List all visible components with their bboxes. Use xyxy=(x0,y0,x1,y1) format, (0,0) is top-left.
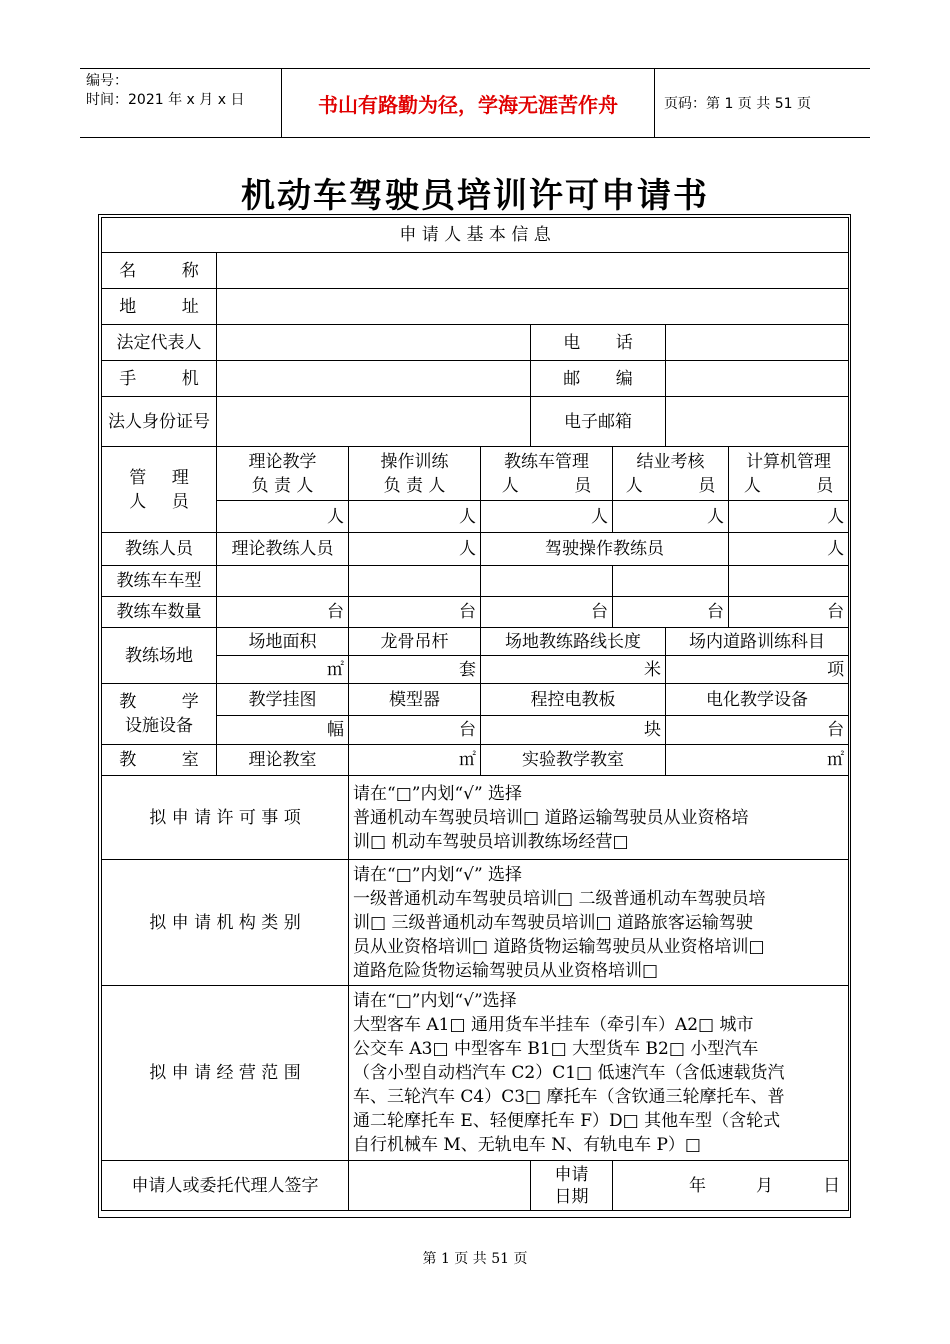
theory-room-label: 理论教室 xyxy=(217,745,349,776)
vehicle-type-2[interactable] xyxy=(349,566,481,597)
site-boom-value[interactable]: 套 xyxy=(349,656,481,684)
vehicle-count-2[interactable]: 台 xyxy=(349,597,481,628)
permit-label: 拟 申 请 许 可 事 项 xyxy=(102,776,349,860)
application-form xyxy=(101,217,849,1211)
training-site-label: 教练场地 xyxy=(102,628,217,684)
site-subjects-label: 场内道路训练科目 xyxy=(666,628,849,656)
facility-label: 教 学 设施设备 xyxy=(102,684,217,745)
facility-board-label: 程控电教板 xyxy=(481,684,666,716)
signature-field[interactable] xyxy=(349,1161,531,1211)
apply-date-field[interactable] xyxy=(613,1161,849,1211)
address-label: 地 址 xyxy=(102,289,217,325)
org-type-label: 拟 申 请 机 构 类 别 xyxy=(102,860,349,986)
date-year-label: 年 xyxy=(689,1175,706,1196)
header-motto: 书山有路勤为径，学海无涯苦作舟 xyxy=(282,69,655,137)
facility-models-label: 模型器 xyxy=(349,684,481,716)
mobile-field[interactable] xyxy=(217,361,531,397)
date-month-label: 月 xyxy=(756,1175,774,1196)
management-staff-label: 管 理 人 员 xyxy=(102,447,217,533)
lab-room-value[interactable]: ㎡ xyxy=(666,745,849,776)
postcode-label: 邮 编 xyxy=(531,361,666,397)
page-footer: 第 1 页 共 51 页 xyxy=(422,1251,528,1267)
facility-av-label: 电化教学设备 xyxy=(666,684,849,716)
theory-coach-label: 理论教练人员 xyxy=(217,533,349,566)
mgmt-col-assessment: 结业考核 人 员 xyxy=(613,447,729,501)
mgmt-count-assessment[interactable]: 人 xyxy=(613,501,729,533)
site-route-value[interactable]: 米 xyxy=(481,656,666,684)
facility-charts-value[interactable]: 幅 xyxy=(217,716,349,745)
coach-staff-label: 教练人员 xyxy=(102,533,217,566)
driving-coach-label: 驾驶操作教练员 xyxy=(481,533,729,566)
legal-id-label: 法人身份证号 xyxy=(102,397,217,447)
facility-charts-label: 教学挂图 xyxy=(217,684,349,716)
phone-field[interactable] xyxy=(666,325,849,361)
site-boom-label: 龙骨吊杆 xyxy=(349,628,481,656)
facility-models-value[interactable]: 台 xyxy=(349,716,481,745)
vehicle-count-5[interactable]: 台 xyxy=(729,597,849,628)
phone-label: 电 话 xyxy=(531,325,666,361)
mgmt-col-vehicle: 教练车管理 人 员 xyxy=(481,447,613,501)
mgmt-count-computer[interactable]: 人 xyxy=(729,501,849,533)
vehicle-count-label: 教练车数量 xyxy=(102,597,217,628)
lab-room-label: 实验教学教室 xyxy=(481,745,666,776)
header-meta xyxy=(80,69,282,137)
site-area-value[interactable]: ㎡ xyxy=(217,656,349,684)
vehicle-count-4[interactable]: 台 xyxy=(613,597,729,628)
legal-id-field[interactable] xyxy=(217,397,531,447)
permit-options[interactable]: 请在“□”内划“√” 选择 普通机动车驾驶员培训□ 道路运输驾驶员从业资格培 训□ 机动车驾驶员培训教练场经营□ xyxy=(349,776,849,860)
vehicle-count-3[interactable]: 台 xyxy=(481,597,613,628)
mgmt-col-computer: 计算机管理 人 员 xyxy=(729,447,849,501)
vehicle-count-1[interactable]: 台 xyxy=(217,597,349,628)
mgmt-count-operation[interactable]: 人 xyxy=(349,501,481,533)
vehicle-type-5[interactable] xyxy=(729,566,849,597)
legal-rep-label: 法定代表人 xyxy=(102,325,217,361)
mgmt-col-operation: 操作训练 负 责 人 xyxy=(349,447,481,501)
name-field[interactable] xyxy=(217,253,849,289)
address-field[interactable] xyxy=(217,289,849,325)
scope-options[interactable]: 请在“□”内划“√”选择 大型客车 A1□ 通用货车半挂车（牵引车）A2□ 城市 公交车 A3□ 中型客车 B1□ 大型货车 B2□ 小型汽车 （含小型自动档汽车 C2）C1□ 低速汽车（含低速载货汽 车、三轮汽车 C4）C3□ 摩托车（含钦通三轮摩托车、普 通二轮摩托车 E、轻便摩托车 F）D□ 其他车型（含轮式 自行机械车 M、无轨电车 N、有轨电车 P）□ xyxy=(349,986,849,1161)
vehicle-type-label: 教练车车型 xyxy=(102,566,217,597)
doc-number-label: 编号： xyxy=(86,73,128,89)
mgmt-count-vehicle[interactable]: 人 xyxy=(481,501,613,533)
header-page-info: 页码：第 1 页 共 51 页 xyxy=(664,96,811,112)
section-basic-info: 申 请 人 基 本 信 息 xyxy=(102,218,849,253)
email-field[interactable] xyxy=(666,397,849,447)
driving-coach-count[interactable]: 人 xyxy=(729,533,849,566)
theory-coach-count[interactable]: 人 xyxy=(349,533,481,566)
page-title: 机动车驾驶员培训许可申请书 xyxy=(241,176,709,216)
facility-av-value[interactable]: 台 xyxy=(666,716,849,745)
page-header xyxy=(80,68,870,138)
doc-time-label: 时间：2021 年 x 月 x 日 xyxy=(86,92,245,108)
apply-date-label: 申请 日期 xyxy=(531,1161,613,1211)
theory-room-value[interactable]: ㎡ xyxy=(349,745,481,776)
mgmt-col-theory: 理论教学 负 责 人 xyxy=(217,447,349,501)
signature-label: 申请人或委托代理人签字 xyxy=(102,1161,349,1211)
org-type-options[interactable]: 请在“□”内划“√” 选择 一级普通机动车驾驶员培训□ 二级普通机动车驾驶员培 训□ 三级普通机动车驾驶员培训□ 道路旅客运输驾驶 员从业资格培训□ 道路货物运输驾驶员从业资格培训□ 道路危险货物运输驾驶员从业资格培训□ xyxy=(349,860,849,986)
email-label: 电子邮箱 xyxy=(531,397,666,447)
legal-rep-field[interactable] xyxy=(217,325,531,361)
vehicle-type-1[interactable] xyxy=(217,566,349,597)
site-subjects-value[interactable]: 项 xyxy=(666,656,849,684)
vehicle-type-4[interactable] xyxy=(613,566,729,597)
vehicle-type-3[interactable] xyxy=(481,566,613,597)
mgmt-count-theory[interactable]: 人 xyxy=(217,501,349,533)
classroom-label: 教 室 xyxy=(102,745,217,776)
site-area-label: 场地面积 xyxy=(217,628,349,656)
scope-label: 拟 申 请 经 营 范 围 xyxy=(102,986,349,1161)
date-day-label: 日 xyxy=(823,1175,841,1196)
site-route-label: 场地教练路线长度 xyxy=(481,628,666,656)
name-label: 名 称 xyxy=(102,253,217,289)
facility-board-value[interactable]: 块 xyxy=(481,716,666,745)
mobile-label: 手 机 xyxy=(102,361,217,397)
postcode-field[interactable] xyxy=(666,361,849,397)
